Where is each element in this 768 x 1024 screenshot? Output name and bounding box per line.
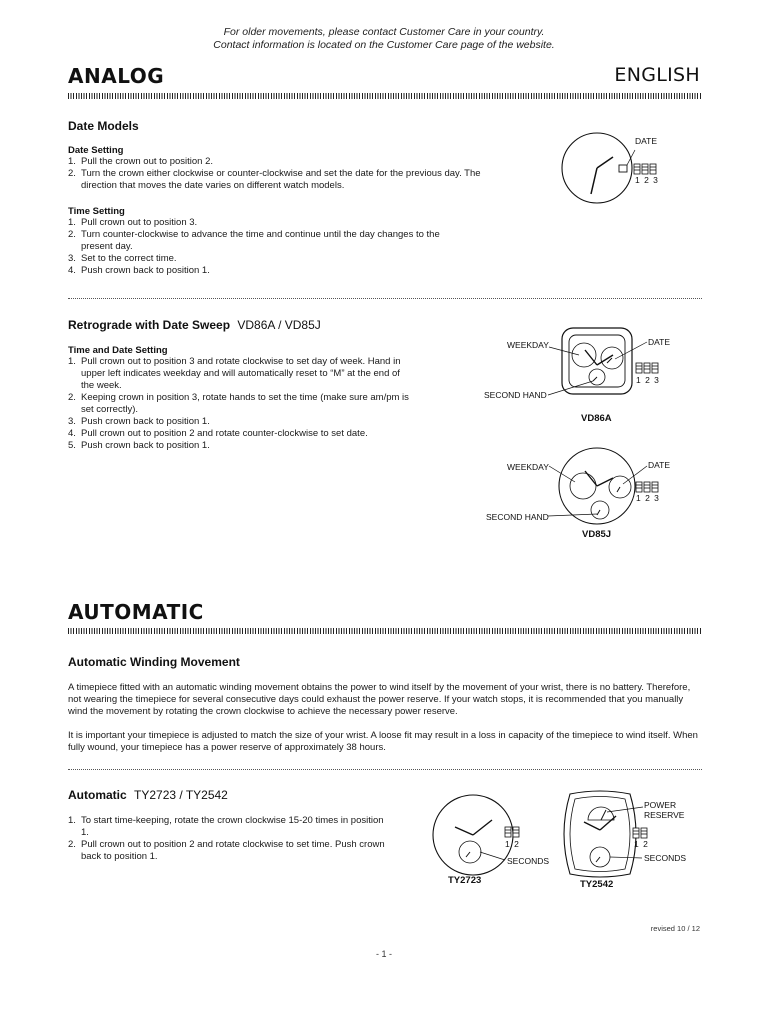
crown-positions: 1 2 bbox=[505, 839, 520, 849]
list-item: 4. Push crown back to position 1. bbox=[68, 265, 468, 277]
weekday-label: WEEKDAY bbox=[507, 340, 549, 350]
list-item: 2. Turn the crown either clockwise or counter-clockwise and set the date for the previous day. The direction that moves the date varies on different watch models. bbox=[68, 168, 488, 192]
heading-automatic-models bbox=[68, 788, 228, 802]
list-item: 1. Pull crown out to position 3 and rotate clockwise to set day of week. Hand in upper left indicates weekday and will automatically reset to “M” at the end of the week. bbox=[68, 356, 413, 392]
automatic-steps bbox=[68, 815, 388, 863]
date-setting-steps bbox=[68, 156, 488, 192]
revision-note: revised 10 / 12 bbox=[650, 924, 700, 933]
second-hand-label: SECOND HAND bbox=[484, 390, 547, 400]
automatic-models: TY2723 / TY2542 bbox=[134, 788, 228, 802]
list-item: 5. Push crown back to position 1. bbox=[68, 440, 413, 452]
page-number: - 1 - bbox=[375, 949, 392, 959]
weekday-label: WEEKDAY bbox=[507, 462, 549, 472]
date-label: DATE bbox=[648, 460, 671, 470]
power-reserve-label-2: RESERVE bbox=[644, 810, 685, 820]
label-time-setting: Time Setting bbox=[68, 206, 125, 217]
crown-positions: 1 2 3 bbox=[636, 493, 660, 503]
list-item: 1. To start time-keeping, rotate the crown clockwise 15-20 times in position 1. bbox=[68, 815, 388, 839]
crown-positions: 1 2 3 bbox=[635, 175, 659, 185]
list-item: 2. Keeping crown in position 3, rotate hands to set the time (make sure am/pm is set correctly). bbox=[68, 392, 413, 416]
heading-retrograde bbox=[68, 318, 321, 332]
seconds-label: SECONDS bbox=[644, 853, 687, 863]
date-label: DATE bbox=[648, 337, 671, 347]
crown-positions: 1 2 bbox=[634, 839, 649, 849]
divider bbox=[68, 298, 702, 299]
list-item: 2. Pull crown out to position 2 and rotate clockwise to set time. Push crown back to position 1. bbox=[68, 839, 388, 863]
list-item: 3. Push crown back to position 1. bbox=[68, 416, 413, 428]
language-label: ENGLISH bbox=[614, 64, 700, 86]
seconds-label: SECONDS bbox=[507, 856, 550, 866]
list-item: 2. Turn counter-clockwise to advance the time and continue until the day changes to the present day. bbox=[68, 229, 468, 253]
list-item: 1. Pull the crown out to position 2. bbox=[68, 156, 488, 168]
retrograde-steps bbox=[68, 356, 413, 452]
label-time-date-setting: Time and Date Setting bbox=[68, 345, 168, 356]
winding-paragraph-2: It is important your timepiece is adjusted to match the size of your wrist. A loose fit may result in a loss in capacity of the timepiece to wind itself. When fully wound, your timepiece has a power reserve of approximately 38 hours. bbox=[68, 730, 698, 753]
divider bbox=[68, 769, 702, 770]
power-reserve-label-1: POWER bbox=[644, 800, 677, 810]
label-date-setting: Date Setting bbox=[68, 145, 124, 156]
heading-date-models: Date Models bbox=[68, 119, 139, 133]
model-label-vd86a: VD86A bbox=[581, 413, 612, 424]
customer-care-notice bbox=[0, 26, 768, 52]
list-item: 3. Set to the correct time. bbox=[68, 253, 468, 265]
date-label: DATE bbox=[635, 136, 658, 146]
section-title-analog: ANALOG bbox=[68, 64, 165, 88]
section-ruler bbox=[68, 628, 702, 634]
winding-paragraph-1: A timepiece fitted with an automatic winding movement obtains the power to wind itself by the movement of your wrist, there is no battery. Therefore, not wearing the timepiece for several consecutive days could exhaust the power reserve. If your watch stops, it is recommended that you manually wind the movement by rotating the crown clockwise to achieve the necessary power reserve. bbox=[68, 682, 691, 717]
retrograde-models: VD86A / VD85J bbox=[237, 318, 321, 332]
model-label-ty2723: TY2723 bbox=[448, 875, 482, 886]
list-item: 4. Pull crown out to position 2 and rotate counter-clockwise to set date. bbox=[68, 428, 413, 440]
retrograde-title: Retrograde with Date Sweep bbox=[68, 318, 231, 332]
time-setting-steps bbox=[68, 217, 468, 277]
section-title-automatic: AUTOMATIC bbox=[68, 600, 204, 624]
notice-line-2: Contact information is located on the Customer Care page of the website. bbox=[213, 39, 555, 51]
crown-positions: 1 2 3 bbox=[636, 375, 660, 385]
heading-automatic-winding: Automatic Winding Movement bbox=[68, 655, 240, 669]
list-item: 1. Pull crown out to position 3. bbox=[68, 217, 468, 229]
second-hand-label: SECOND HAND bbox=[486, 512, 549, 522]
section-ruler bbox=[68, 93, 702, 99]
model-label-vd85j: VD85J bbox=[582, 529, 612, 540]
ty2723-watch-diagram bbox=[425, 795, 550, 880]
automatic-title: Automatic bbox=[68, 788, 127, 802]
model-label-ty2542: TY2542 bbox=[580, 879, 614, 890]
notice-line-1: For older movements, please contact Customer Care in your country. bbox=[223, 26, 545, 38]
